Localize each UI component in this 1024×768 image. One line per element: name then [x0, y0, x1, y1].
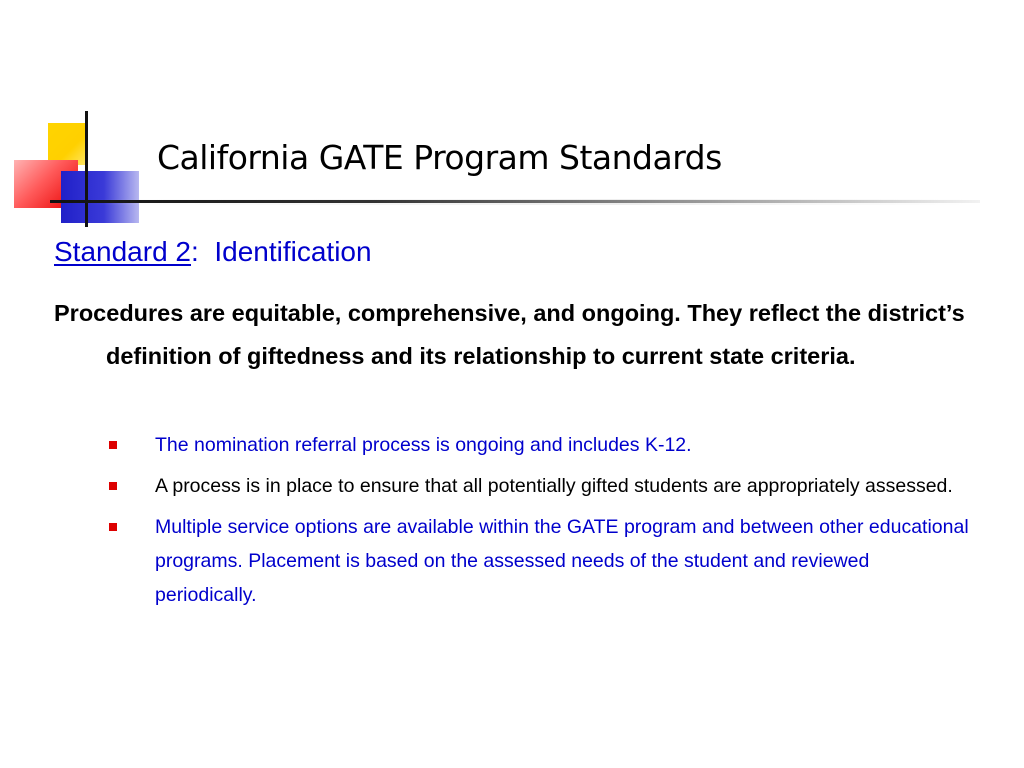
standard-subheading	[54, 236, 372, 268]
subheading-topic: Identification	[214, 236, 372, 267]
logo-blue-square	[61, 171, 139, 223]
list-item	[106, 510, 976, 612]
list-item	[106, 469, 976, 503]
title-underline	[50, 200, 980, 203]
bullet-text: A process is in place to ensure that all potentially gifted students are appropriately assessed.	[155, 475, 953, 497]
bullet-text: The nomination referral process is ongoing and includes K-12.	[155, 434, 692, 456]
standard-link[interactable]: Standard 2	[54, 236, 191, 267]
list-item	[106, 428, 976, 462]
bullet-square-icon	[109, 441, 117, 449]
logo-yellow-square	[48, 123, 88, 165]
bullet-square-icon	[109, 482, 117, 490]
logo-vertical-line	[85, 111, 88, 227]
slide-title: California GATE Program Standards	[157, 138, 722, 177]
bullet-text: Multiple service options are available within the GATE program and between other educational programs. Placement is based on the assessed needs of the student and reviewed periodically.	[155, 516, 969, 606]
subheading-separator: :	[191, 236, 199, 267]
main-statement: Procedures are equitable, comprehensive, and ongoing. They reflect the district’s definition of giftedness and its relationship to current state criteria.	[54, 300, 965, 369]
bullet-list	[106, 428, 976, 619]
bullet-square-icon	[109, 523, 117, 531]
